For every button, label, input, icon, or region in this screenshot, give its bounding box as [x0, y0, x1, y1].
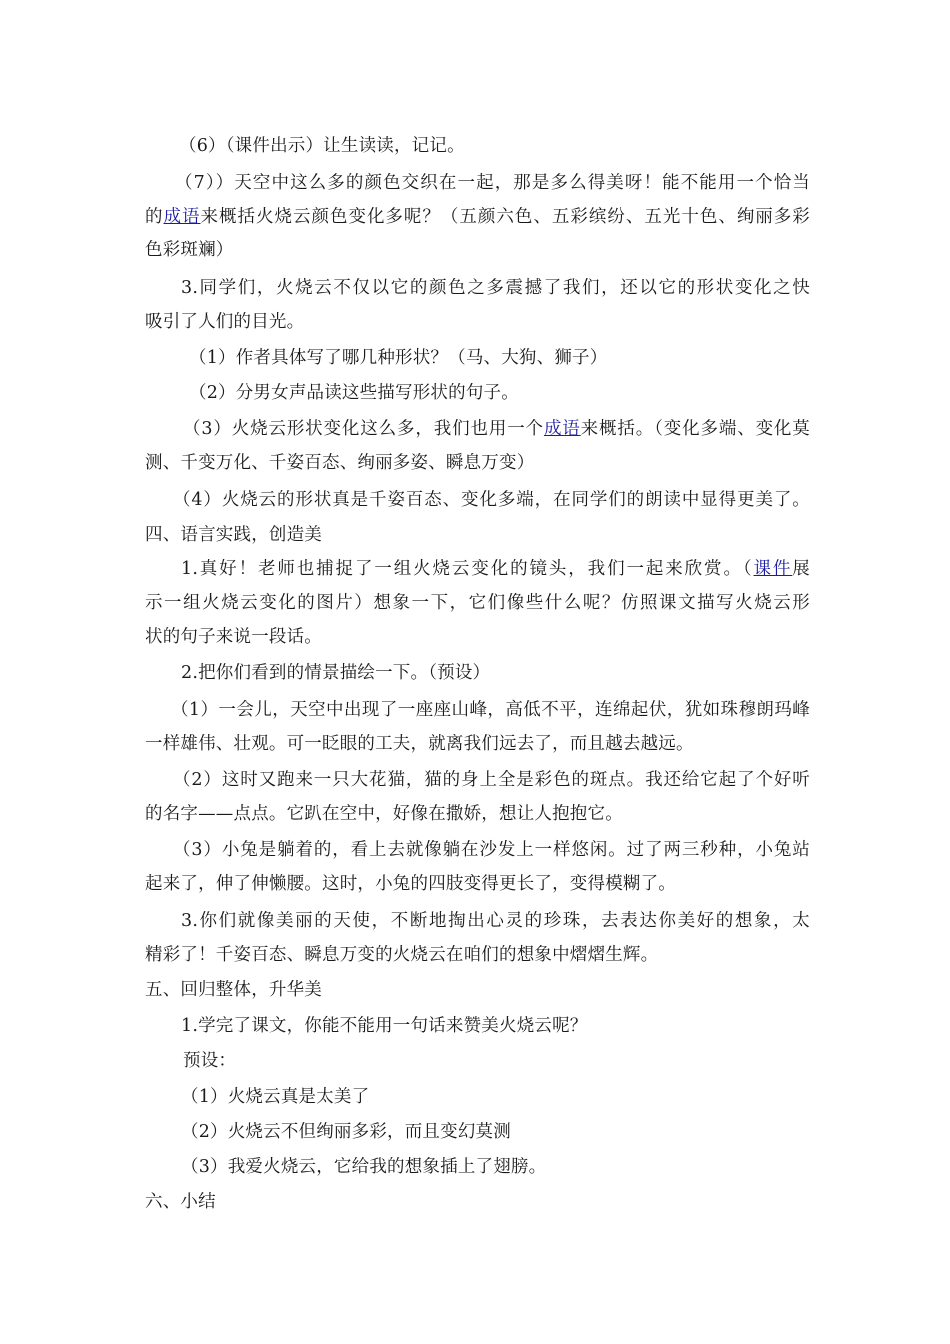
activity-3-line-2: 精彩了！千姿百态、瞬息万变的火烧云在咱们的想象中熠熠生辉。 [145, 945, 659, 965]
heading-section-6: 六、小结 [145, 1192, 216, 1212]
idiom-link[interactable]: 成语 [163, 207, 201, 227]
preset-label: 预设： [183, 1051, 237, 1071]
item-7-line-3: 色彩斑斓） [145, 240, 234, 260]
example-2-line-2: 的名字——点点。它趴在空中，好像在撒娇，想让人抱抱它。 [145, 804, 623, 824]
text-segment: 来概括火烧云颜色变化多呢？（五颜六色、五彩缤纷、五光十色、绚丽多彩 [200, 207, 810, 227]
summary-question: 1.学完了课文，你能不能用一句话来赞美火烧云呢？ [181, 1016, 588, 1036]
item-7-line-1: （7））天空中这么多的颜色交织在一起，那是多么得美呀！能不能用一个恰当 [175, 173, 810, 193]
item-7-line-2 [145, 205, 810, 229]
response-3: （3）我爱火烧云，它给我的想象插上了翅膀。 [181, 1157, 547, 1177]
example-3-line-2: 起来了，伸了伸懒腰。这时，小兔的四肢变得更长了，变得模糊了。 [145, 874, 676, 894]
text-segment: （3）火烧云形状变化这么多，我们也用一个 [183, 419, 544, 439]
question-2: （2）分男女声品读这些描写形状的句子。 [189, 383, 519, 403]
activity-3-line-1: 3.你们就像美丽的天使，不断地掏出心灵的珍珠，去表达你美好的想象，太 [181, 911, 810, 931]
text-segment: 来概括。（变化多端、变化莫 [580, 419, 810, 439]
text-segment: 展 [792, 559, 810, 579]
example-1-line-2: 一样雄伟、壮观。可一眨眼的工夫，就离我们远去了，而且越去越远。 [145, 734, 694, 754]
activity-2: 2.把你们看到的情景描绘一下。（预设） [181, 663, 491, 683]
response-1: （1）火烧云真是太美了 [181, 1087, 370, 1107]
activity-1-line-1 [145, 557, 810, 581]
question-3-line-1 [145, 417, 810, 441]
example-2-line-1: （2）这时又跑来一只大花猫，猫的身上全是彩色的斑点。我还给它起了个好听 [173, 770, 810, 790]
heading-section-5: 五、回归整体，升华美 [145, 980, 322, 1000]
question-3-line-2: 测、千变万化、千姿百态、绚丽多姿、瞬息万变） [145, 453, 535, 473]
section-3-line-2: 吸引了人们的目光。 [145, 312, 305, 332]
example-1-line-1: （1）一会儿，天空中出现了一座座山峰，高低不平，连绵起伏，犹如珠穆朗玛峰 [171, 700, 810, 720]
question-4: （4）火烧云的形状真是千姿百态、变化多端，在同学们的朗读中显得更美了。 [173, 490, 810, 510]
section-3-line-1: 3.同学们，火烧云不仅以它的颜色之多震撼了我们，还以它的形状变化之快 [181, 278, 810, 298]
item-6: （6）（课件出示）让生读读，记记。 [179, 136, 465, 156]
activity-1-line-2: 示一组火烧云变化的图片）想象一下，它们像些什么呢？仿照课文描写火烧云形 [145, 593, 810, 613]
idiom-link[interactable]: 成语 [543, 419, 581, 439]
text-segment: 的 [145, 207, 164, 227]
heading-section-4: 四、语言实践，创造美 [145, 525, 322, 545]
text-segment: 1.真好！老师也捕捉了一组火烧云变化的镜头，我们一起来欣赏。（ [181, 559, 754, 579]
response-2: （2）火烧云不但绚丽多彩，而且变幻莫测 [181, 1122, 511, 1142]
question-1: （1）作者具体写了哪几种形状？（马、大狗、狮子） [189, 348, 608, 368]
activity-1-line-3: 状的句子来说一段话。 [145, 627, 322, 647]
example-3-line-1: （3）小兔是躺着的，看上去就像躺在沙发上一样悠闲。过了两三秒种，小兔站 [173, 840, 810, 860]
courseware-link[interactable]: 课件 [753, 559, 793, 579]
